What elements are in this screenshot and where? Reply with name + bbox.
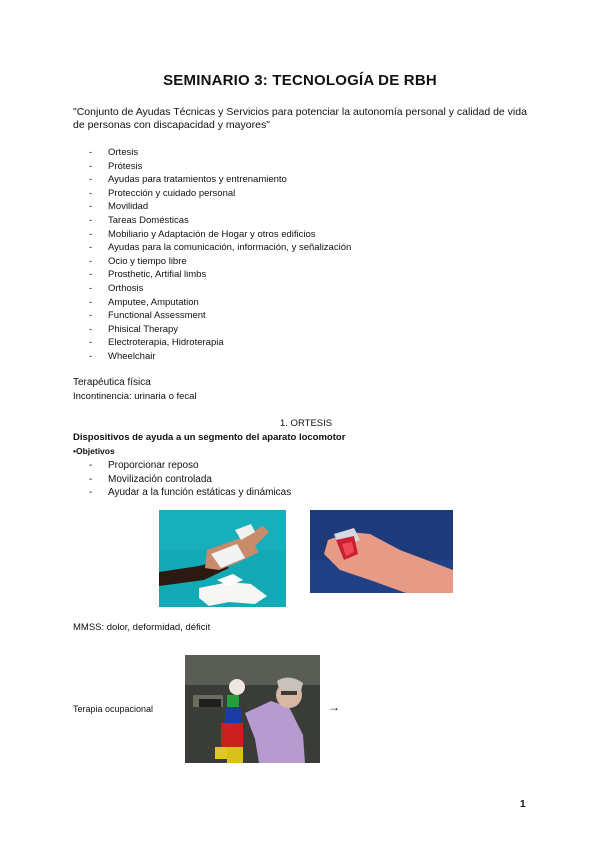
list-item (89, 160, 351, 174)
page-title: SEMINARIO 3: TECNOLOGÍA DE RBH (163, 72, 437, 89)
objectives-list (89, 459, 291, 500)
list-item (89, 146, 351, 160)
list-item-text: Electroterapia, Hidroterapia (108, 337, 224, 349)
list-item-text: Ayudas para tratamientos y entrenamiento (108, 174, 287, 186)
list-item (89, 241, 351, 255)
list-item-text: Tareas Domésticas (108, 214, 189, 226)
occupational-therapy-photo (185, 655, 320, 763)
dash-marker: - (89, 147, 93, 158)
physical-therapy-line: Terapéutica física (73, 377, 151, 388)
dash-marker: - (89, 473, 93, 485)
dash-marker: - (89, 282, 93, 294)
finger-splint-photo (310, 510, 453, 593)
list-item-text: Prosthetic, Artifial limbs (108, 269, 207, 281)
list-item (89, 336, 351, 350)
list-item-text: Movilidad (108, 201, 149, 213)
list-item (89, 473, 291, 487)
intro-quote: "Conjunto de Ayudas Técnicas y Servicios para potenciar la autonomía personal y calidad de vida de personas con discapacidad y mayores" (73, 106, 527, 131)
list-item (89, 323, 351, 337)
list-item (89, 187, 351, 201)
list-item-text: Proporcionar reposo (108, 460, 199, 471)
dash-marker: - (89, 337, 93, 349)
list-item (89, 173, 351, 187)
ortesis-definition: Dispositivos de ayuda a un segmento del aparato locomotor (73, 432, 346, 443)
list-item (89, 309, 351, 323)
list-item (89, 214, 351, 228)
dash-marker: - (89, 310, 93, 322)
list-item (89, 350, 351, 364)
list-item-text: Ayudar a la función estáticas y dinámicas (108, 487, 292, 499)
list-item (89, 268, 351, 282)
dash-marker: - (89, 214, 93, 226)
dash-marker: - (89, 269, 93, 281)
section-heading: 1. ORTESIS (280, 418, 333, 429)
dash-marker: - (89, 296, 93, 308)
list-item-text: Mobiliario y Adaptación de Hogar y otros edificios (108, 228, 316, 240)
wrist-orthosis-photo (159, 510, 286, 607)
list-item (89, 200, 351, 214)
list-item (89, 296, 351, 310)
list-item (89, 459, 291, 473)
dash-marker: - (89, 460, 93, 471)
list-item-text: Prótesis (108, 160, 143, 172)
dash-marker: - (89, 350, 93, 362)
dash-marker: - (89, 242, 93, 254)
dash-marker: - (89, 201, 93, 213)
list-item (89, 486, 291, 500)
dash-marker: - (89, 228, 93, 240)
list-item (89, 282, 351, 296)
list-item-text: Protección y cuidado personal (108, 187, 236, 199)
technology-list (89, 146, 351, 364)
dash-marker: - (89, 255, 93, 267)
dash-marker: - (89, 160, 93, 172)
list-item-text: Orthosis (108, 282, 144, 294)
list-item-text: Phisical Therapy (108, 323, 179, 335)
occupational-therapy-label: Terapia ocupacional (73, 704, 154, 714)
list-item-text: Amputee, Amputation (108, 296, 199, 308)
dash-marker: - (89, 174, 93, 186)
dash-marker: - (89, 487, 93, 499)
list-item-text: Functional Assessment (108, 310, 206, 322)
list-item-text: Ortesis (108, 147, 139, 158)
list-item-text: Ayudas para la comunicación, información, y señalización (108, 242, 352, 254)
list-item (89, 255, 351, 269)
dash-marker: - (89, 323, 93, 335)
list-item-text: Ocio y tiempo libre (108, 255, 187, 267)
list-item-text: Wheelchair (108, 350, 156, 362)
page-number: 1 (520, 799, 526, 810)
objectives-label: •Objetivos (73, 446, 115, 456)
incontinence-line: Incontinencia: urinaria o fecal (73, 391, 197, 402)
list-item (89, 228, 351, 242)
mmss-line: MMSS: dolor, deformidad, déficit (73, 622, 211, 633)
list-item-text: Movilización controlada (108, 473, 212, 485)
arrow-right: → (328, 700, 340, 714)
dash-marker: - (89, 187, 93, 199)
